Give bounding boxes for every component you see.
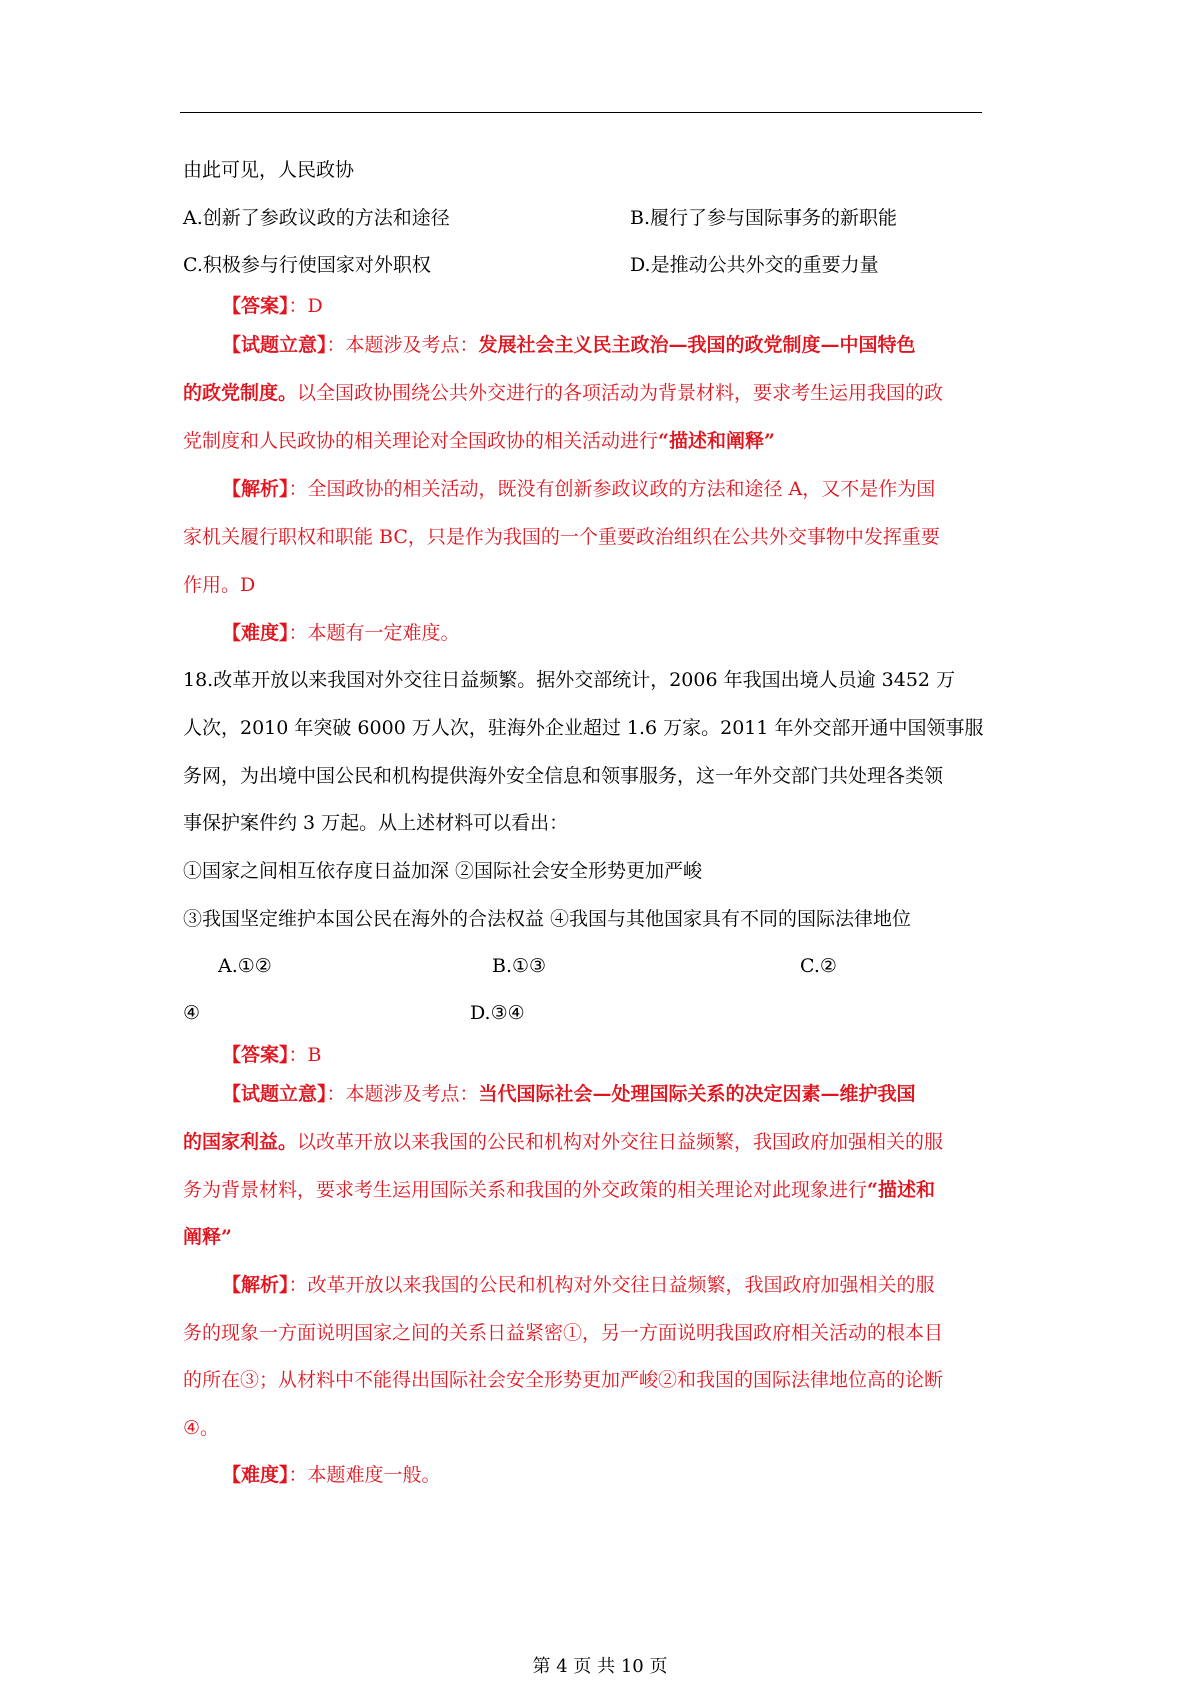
q18-intent-line-2 [183,1130,943,1154]
q18-intent-line-1 [222,1082,916,1106]
q17-option-d: D.是推动公共外交的重要力量 [630,254,879,276]
intent-topic-end: 的国家利益。 [183,1131,298,1153]
answer-label: 【答案】 [222,295,289,317]
q18-stem-line-2: 人次，2010 年突破 6000 万人次，驻海外企业超过 1.6 万家。2011 年外交部开通中国领事服 [183,717,984,739]
header-rule [180,112,982,113]
q17-analysis-line-3: 作用。D [183,574,256,596]
intent-text: 以全国政协围绕公共外交进行的各项活动为背景材料，要求考生运用我国的政 [297,382,944,404]
q18-stem-line-1: 18.改革开放以来我国对外交往日益频繁。据外交部统计，2006 年我国出境人员逾 3452 万 [183,669,956,691]
difficulty-value: ：本题有一定难度。 [288,622,460,644]
answer-value: ：B [288,1044,322,1066]
intent-text: 以改革开放以来我国的公民和机构对外交往日益频繁，我国政府加强相关的服 [297,1131,944,1153]
intent-topic: 当代国际社会—处理国际关系的决定因素—维护我国 [478,1083,916,1105]
q17-difficulty [222,621,460,645]
analysis-label: 【解析】 [222,1274,289,1296]
q18-analysis-line-4: ④。 [183,1417,220,1439]
intent-text: 务为背景材料，要求考生运用国际关系和我国的外交政策的相关理论对此现象进行 [183,1179,868,1201]
q18-option-b: B.①③ [492,955,547,977]
q18-item-line-2: ③我国坚定维护本国公民在海外的合法权益 ④我国与其他国家具有不同的国际法律地位 [183,908,912,930]
q18-option-c-wrap: ④ [183,1002,201,1024]
q17-analysis-line-2: 家机关履行职权和职能 BC，只是作为我国的一个重要政治组织在公共外交事物中发挥重要 [183,526,940,548]
q18-analysis-line-1 [222,1273,935,1297]
q18-option-d: D.③④ [470,1002,525,1024]
q17-option-c: C.积极参与行使国家对外职权 [183,254,431,276]
analysis-text: ：改革开放以来我国的公民和机构对外交往日益频繁，我国政府加强相关的服 [288,1274,935,1296]
q17-answer [222,294,323,318]
q17-stem-tail: 由此可见，人民政协 [183,159,355,181]
q18-item-line-1: ①国家之间相互依存度日益加深 ②国际社会安全形势更加严峻 [183,860,703,882]
q17-intent-line-3 [183,429,775,453]
q18-stem-line-4: 事保护案件约 3 万起。从上述材料可以看出： [183,812,569,834]
intent-prefix: ：本题涉及考点： [326,334,479,356]
q18-difficulty [222,1463,441,1487]
answer-label: 【答案】 [222,1044,289,1066]
intent-topic-end: 的政党制度。 [183,382,298,404]
q18-option-c: C.② [800,955,837,977]
intent-emphasis: “描述和 [867,1179,935,1201]
difficulty-value: ：本题难度一般。 [288,1464,441,1486]
q18-intent-line-4: 阐释” [183,1226,232,1248]
difficulty-label: 【难度】 [222,622,289,644]
q17-option-a: A.创新了参政议政的方法和途径 [183,207,450,229]
q17-analysis-line-1 [222,477,935,501]
answer-value: ：D [288,295,323,317]
q18-stem-line-3: 务网，为出境中国公民和机构提供海外安全信息和领事服务，这一年外交部门共处理各类领 [183,765,944,787]
analysis-label: 【解析】 [222,478,289,500]
intent-topic: 发展社会主义民主政治—我国的政党制度—中国特色 [478,334,916,356]
q17-intent-line-2 [183,381,943,405]
intent-prefix: ：本题涉及考点： [326,1083,479,1105]
q17-intent-line-1 [222,333,916,357]
intent-label: 【试题立意】 [222,334,327,356]
q18-intent-line-3 [183,1178,935,1202]
q18-answer [222,1043,321,1067]
q18-option-a: A.①② [218,955,272,977]
intent-text: 党制度和人民政协的相关理论对全国政协的相关活动进行 [183,430,659,452]
intent-emphasis: “描述和阐释” [658,430,775,452]
difficulty-label: 【难度】 [222,1464,289,1486]
q18-analysis-line-3: 的所在③；从材料中不能得出国际社会安全形势更加严峻②和我国的国际法律地位高的论断 [183,1369,944,1391]
q18-analysis-line-2: 务的现象一方面说明国家之间的关系日益紧密①，另一方面说明我国政府相关活动的根本目 [183,1322,944,1344]
page-footer: 第 4 页 共 10 页 [532,1656,668,1677]
intent-label: 【试题立意】 [222,1083,327,1105]
analysis-text: ：全国政协的相关活动，既没有创新参政议政的方法和途径 A，又不是作为国 [288,478,936,500]
q17-option-b: B.履行了参与国际事务的新职能 [630,207,898,229]
